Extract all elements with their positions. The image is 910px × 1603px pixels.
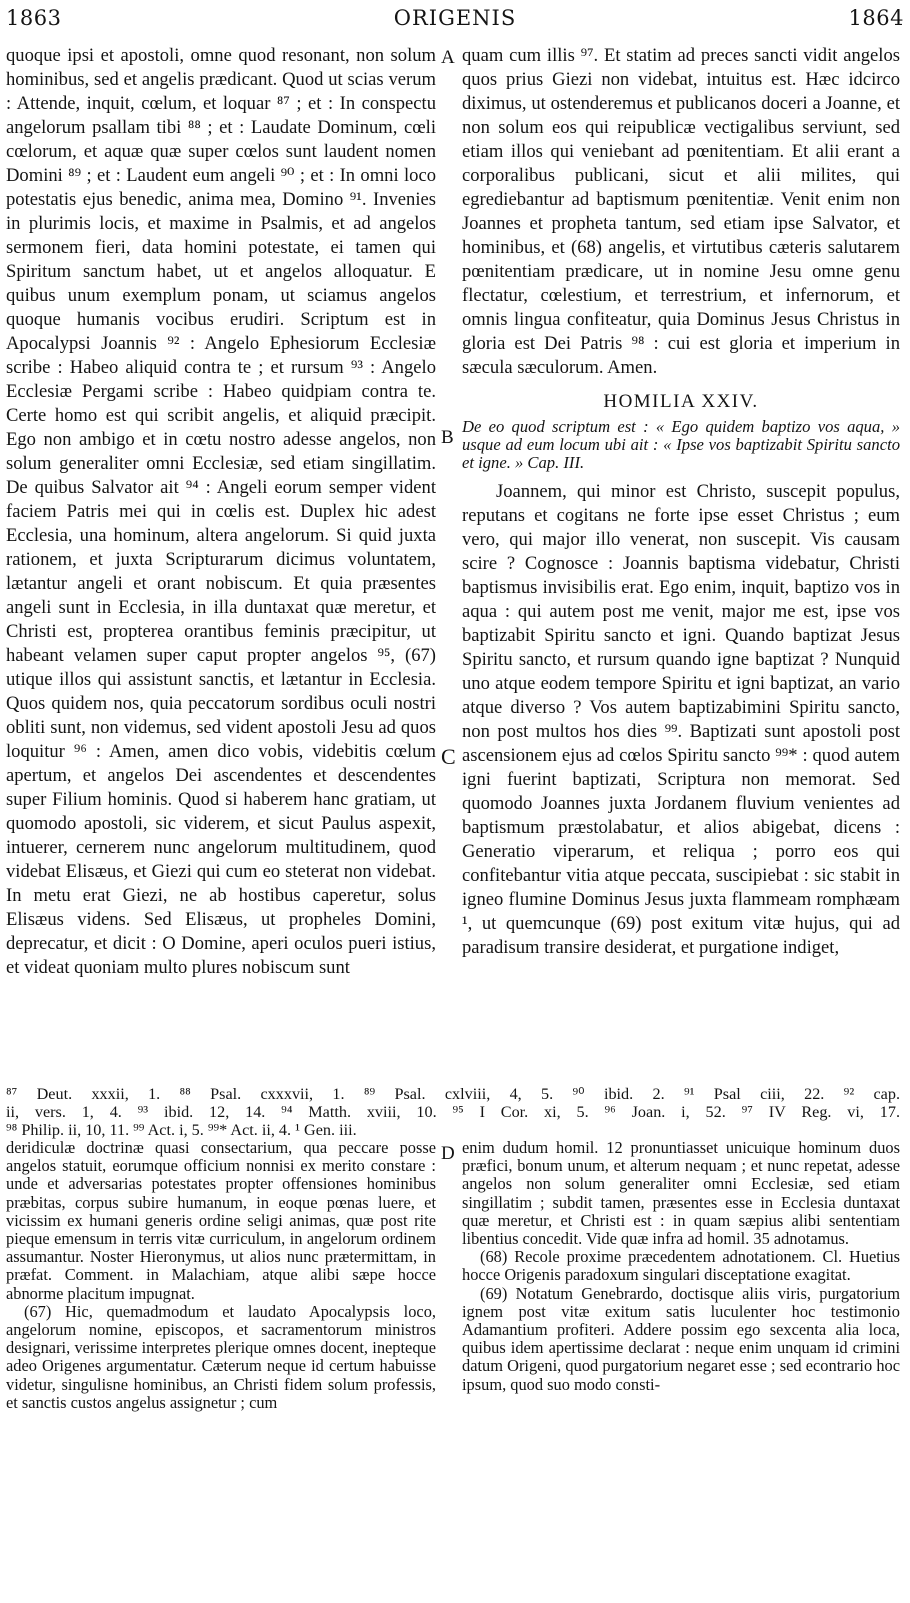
note-paragraph: deridiculæ doctrinæ quasi consectarium, qua peccare posse angelos statuit, eorumque officium nonnisi ex merito constare : unde et adversarias potestates propter offensiones hominibus præbitas, corpus subire humanum, in eoque pœnas luere, et vicissim ex humani generis ordine seligi animas, quæ post rite pieque emensum in terris vitæ curriculum, in angelorum ordinem assumantur. Noster Hieronymus, ut alios nunc prætermittam, in præfat. Comment. in Malachiam, atque alibi sæpe hocce abnorme placitum impugnat. [6,1138,436,1303]
editorial-notes-right [462,1139,900,1394]
margin-letter-a: A [441,47,455,68]
scripture-footnotes [6,1085,900,1139]
footnote-line: ⁸⁷ Deut. xxxii, 1. ⁸⁸ Psal. cxxxvii, 1. ⁸⁹ Psal. cxlviii, 4, 5. ⁹⁰ ibid. 2. ⁹¹ Psal ciii, 22. ⁹² cap. [6,1085,900,1103]
column-number-right: 1864 [848,6,904,30]
note-paragraph: (67) Hic, quemadmodum et laudato Apocalypsis loco, angelorum nomine, episcopos, et sacramentorum ministros designari, verissime interpretes plerique omnes docent, inepteque adeo Origenes argumentatur. Cæterum neque id certum habuisse videtur, singulisne hominibus, an Christi fidem solum professis, et sanctis custos angelus assignetur ; cum [6,1301,436,1412]
footnote-divider [6,1081,900,1082]
footnote-line: ii, vers. 1, 4. ⁹³ ibid. 12, 14. ⁹⁴ Matth. xviii, 10. ⁹⁵ I Cor. xi, 5. ⁹⁶ Joan. i, 52. ⁹⁷ IV Reg. vi, 17. [6,1103,900,1121]
homily-subtitle: De eo quod scriptum est : « Ego quidem baptizo vos aqua, » usque ad eum locum ubi ait : « Ipse vos baptizabit Spiritu sancto et igne. » Cap. III. [462,417,900,472]
right-text-column [462,44,900,960]
footnote-line: ⁹⁸ Philip. ii, 10, 11. ⁹⁹ Act. i, 5. ⁹⁹* Act. ii, 4. ¹ Gen. iii. [6,1121,357,1139]
note-paragraph: (68) Recole proxime præcedentem adnotationem. Cl. Huetius hocce Origenis paradoxum singulari disceptatione exagitat. [462,1247,900,1285]
homily-title: HOMILIA XXIV. [603,391,759,412]
right-column-paragraph-before-homily: quam cum illis ⁹⁷. Et statim ad preces sancti vidit angelos quos prius Giezi non videbat, intuitus est. Hæc idcirco diximus, ut ostenderemus et publicanos doceri a Joanne, et non solum eos qui reipublicæ vectigalibus serviunt, sed etiam illos qui veniebant ad pœnitentiam. Et alii erant a corporalibus publicani, sicut et alii milites, qui egrediebantur ad baptismum pœnitentiæ. Venit enim non Joannes et propheta tantum, sed etiam ipse Salvator, et hominibus, et (68) angelis, et virtutibus cæteris salutarem pœnitentiam prædicare, ut in nomine Jesu omne genu flectatur, cœlestium, et terrestrium, et infernorum, et omnis lingua confiteatur, quia Dominus Jesus Christus in gloria est Dei Patris ⁹⁸ : cui est gloria et imperium in sæcula sæculorum. Amen. [462,45,900,378]
column-number-left: 1863 [6,6,62,30]
left-text-column [6,44,436,980]
note-paragraph: (69) Notatum Genebrardo, doctisque aliis viris, purgatorium ignem post vitæ exitum satis luculenter hoc testimonio Adamantium profiteri. Addere possim ego sexcenta alia loca, quibus idem apertissime declarat : neque enim unquam id crimini datum Origeni, quod purgatorium negaret esse ; sed econtrario hoc ipsum, quod suo modo consti- [462,1283,900,1394]
editorial-notes-left [6,1139,436,1412]
note-paragraph: enim dudum homil. 12 pronuntiasset unicuique hominum duos præfici, bonum unum, et alterum nequam ; et nunc repetat, adesse angelos non solum generaliter omni Ecclesiæ, sed etiam singillatim ; subdit tamen, præsentes esse in Ecclesia duntaxat quæ meretur, et Christi est : in quam sæpius alibi sententiam libentius concedit. Vide quæ infra ad homil. 35 adnotamus. [462,1138,900,1249]
running-title: ORIGENIS [393,6,517,30]
margin-letter-b: B [441,427,454,448]
margin-letter-c: C [441,744,456,769]
margin-letter-d: D [441,1143,455,1164]
left-column-paragraph: quoque ipsi et apostoli, omne quod resonant, non solum hominibus, sed et angelis prædicant. Quod ut scias verum : Attende, inquit, cœlum, et loquar ⁸⁷ ; et : In conspectu angelorum psallam tibi ⁸⁸ ; et : Laudate Dominum, cœli cœlorum, et aquæ quæ super cœlos sunt laudent nomen Domini ⁸⁹ ; et : Laudent eum angeli ⁹⁰ ; et : In omni loco potestatis ejus benedic, anima mea, Domino ⁹¹. Invenies in plurimis locis, et maxime in Psalmis, et ad angelos sermonem fieri, data homini potestate, ei tamen qui Spiritum sanctum habet, ut et angelos alloquatur. E quibus unum exemplum ponam, ut sciamus angelos quoque humanis vocibus erudiri. Scriptum est in Apocalypsi Joannis ⁹² : Angelo Ephesiorum Ecclesiæ scribe : Habeo aliquid contra te ; et rursum ⁹³ : Angelo Ecclesiæ Pergami scribe : Habeo quidpiam contra te. Certe homo est qui scribit angelis, et aliquid præcipit. Ego non ambigo et in cœtu nostro adesse angelos, non solum generaliter omni Ecclesiæ, sed etiam singillatim. De quibus Salvator ait ⁹⁴ : Angeli eorum semper vident faciem Patris mei qui in cœlis est. Duplex hic adest Ecclesia, una hominum, altera angelorum. Si quid juxta rationem, et juxta Scripturarum dicimus voluntatem, lætantur angeli et orant nobiscum. Et quia præsentes angeli sunt in Ecclesia, in illa duntaxat quæ meretur, et Christi est, propterea orantibus feminis præcipitur, ut habeant velamen super caput propter angelos ⁹⁵, (67) utique illos qui assistunt sanctis, et lætantur in Ecclesia. Quos quidem nos, quia peccatorum sordibus oculi nostri obliti sunt, non videmus, sed vident apostoli Jesu ad quos loquitur ⁹⁶ : Amen, amen dico vobis, videbitis cœlum apertum, et angelos Dei ascendentes et descendentes super Filium hominis. Quod si haberem hanc gratiam, ut quomodo apostoli, sic viderem, et sicut Paulus aspexit, intuerer, cernerem nunc angelorum multitudinem, quod videbat Elisæus, et Giezi qui cum eo steterat non videbat. In metu erat Giezi, ne ab hostibus caperetur, solus Elisæus videns. Sed Elisæus, ut propheles Domini, deprecatur, et dicit : O Domine, aperi oculos pueri istius, et videat quoniam multo plures nobiscum sunt [6,45,436,978]
right-column-paragraph-after-homily: Joannem, qui minor est Christo, suscepit populus, reputans et cogitans ne forte ipse esset Christus ; eum vero, qui major illo venerat, non suscepit. Vis causam scire ? Cognosce : Joannis baptisma videbatur, Christi baptismus invisibilis erat. Ego enim, inquit, baptizo vos in aqua : qui autem post me venit, major me est, ipse vos baptizabit Spiritu sancto et igni. Quando baptizat Jesus Spiritu sancto, et rursum quando igne baptizat ? Nunquid uno atque eodem tempore Spiritu et igni baptizat, an vario atque diverso ? Vos autem baptizabimini Spiritu sancto, non post multos hos dies ⁹⁹. Baptizati sunt apostoli post ascensionem ejus ad cœlos Spiritu sancto ⁹⁹* : quod autem igni fuerint baptizati, Scriptura non memorat. Sed quomodo Joannes juxta Jordanem fluvium venientes ad baptismum præstolabatur, et alios abigebat, dicens : Generatio viperarum, et reliqua ; porro eos qui confitebantur vitia atque peccata, suscipiebat : sic stabit in igneo flumine Dominus Jesus juxta flammeam romphæam ¹, ut quemcunque (69) post exitum vitæ hujus, qui ad paradisum transire desiderat, et purgatione indiget, [462,481,900,958]
